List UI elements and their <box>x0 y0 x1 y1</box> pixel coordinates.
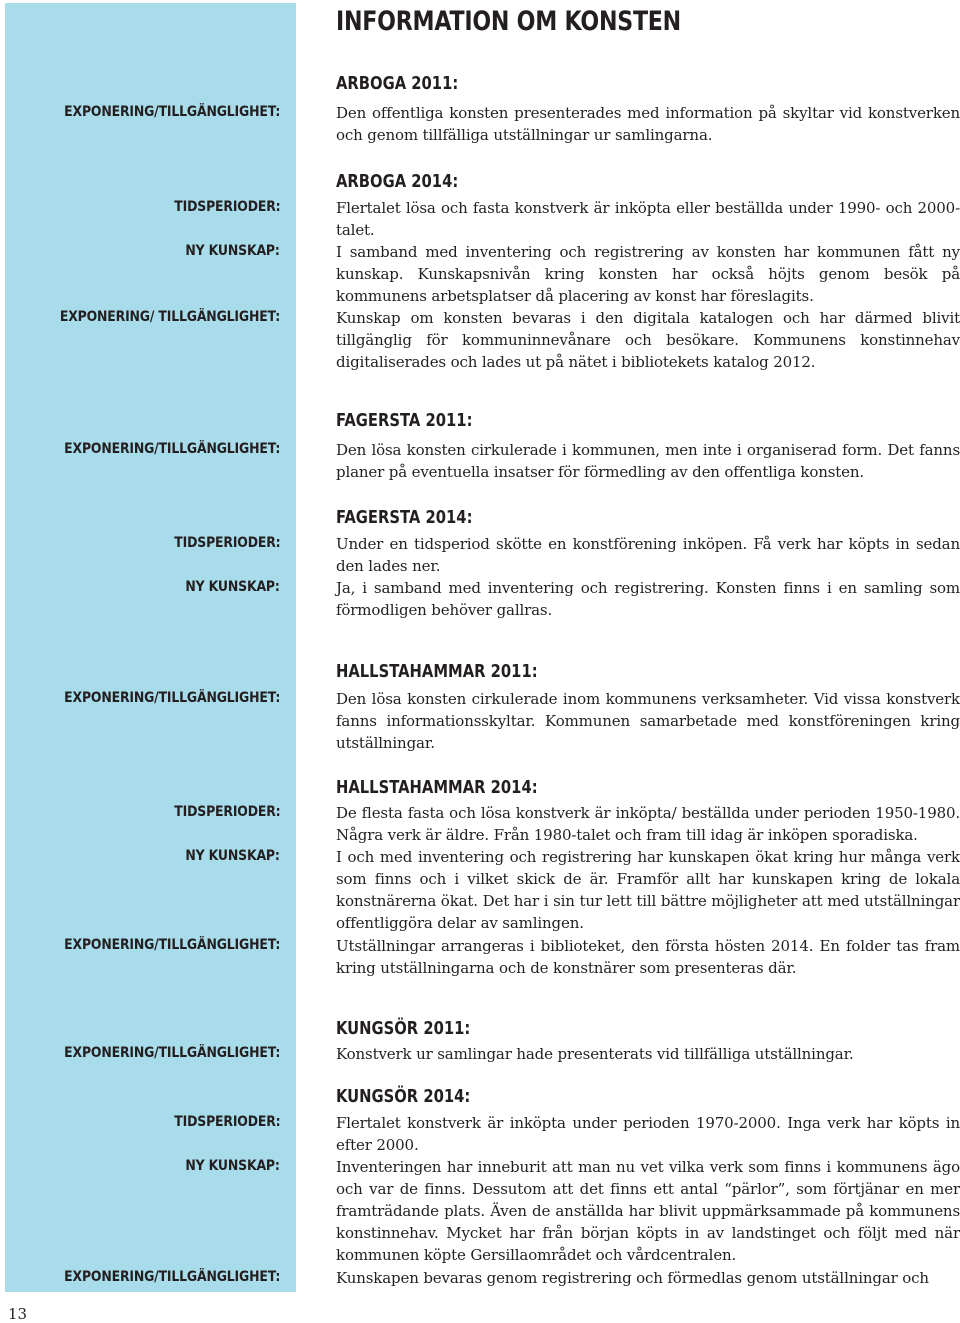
section-heading-hallstahammar-2014: HALLSTAHAMMAR 2014: <box>336 777 538 798</box>
section-heading-kungsor-2014: KUNGSÖR 2014: <box>336 1086 471 1107</box>
paragraph: Den lösa konsten cirkulerade inom kommunens verksamheter. Vid vissa konstverk fanns informationsskyltar. Kommunen samarbetade med konstföreningen kring utställningar. <box>336 690 960 752</box>
label-tidsperioder: TIDSPERIODER: <box>173 804 280 820</box>
label-exponering: EXPONERING/TILLGÄNGLIGHET: <box>63 937 280 953</box>
section-heading-kungsor-2011: KUNGSÖR 2011: <box>336 1018 471 1039</box>
label-tidsperioder: TIDSPERIODER: <box>173 535 280 551</box>
paragraph: Konstverk ur samlingar hade presenterats vid tillfälliga utställningar. <box>336 1045 854 1063</box>
paragraph: Kunskap om konsten bevaras i den digitala katalogen och har därmed blivit tillgänglig för kommuninnevånare och besökare. Kommunens konstinnehav digitaliserades och lades ut på nätet i bibliotekets katalog 2012. <box>336 309 960 371</box>
label-tidsperioder: TIDSPERIODER: <box>173 199 280 215</box>
label-ny-kunskap: NY KUNSKAP: <box>185 848 280 864</box>
paragraph: Den offentliga konsten presenterades med information på skyltar vid konstverken och genom tillfälliga utställningar ur samlingarna. <box>336 104 960 144</box>
label-exponering: EXPONERING/TILLGÄNGLIGHET: <box>63 690 280 706</box>
paragraph: Kunskapen bevaras genom registrering och förmedlas genom utställningar och <box>336 1269 929 1287</box>
page-title: INFORMATION OM KONSTEN <box>336 6 681 37</box>
paragraph: Ja, i samband med inventering och registrering. Konsten finns i en samling som förmodligen behöver gallras. <box>336 579 960 619</box>
paragraph: Under en tidsperiod skötte en konstförening inköpen. Få verk har köpts in sedan den lades ner. <box>336 535 960 575</box>
paragraph: Inventeringen har inneburit att man nu vet vilka verk som finns i kommunens ägo och var de finns. Dessutom att det finns ett antal “pärlor”, som förtjänar en mer framträdande plats. Även de anställda har blivit uppmärksammade på kommunens konstinnehav. Mycket har från början köpts in av landstinget och följt med när kommunen köpte Gersillaområdet och vårdcentralen. <box>336 1158 960 1264</box>
paragraph: Utställningar arrangeras i biblioteket, den första hösten 2014. En folder tas fram kring utställningarna och de konstnärer som presenteras där. <box>336 937 960 977</box>
label-exponering: EXPONERING/ TILLGÄNGLIGHET: <box>59 309 280 325</box>
section-heading-arboga-2011: ARBOGA 2011: <box>336 73 459 94</box>
paragraph: I samband med inventering och registrering av konsten har kommunen fått ny kunskap. Kunskapsnivån kring konsten har också höjts genom besök på kommunens arbetsplatser då placering av konst har föreslagits. <box>336 243 960 305</box>
label-exponering: EXPONERING/TILLGÄNGLIGHET: <box>63 441 280 457</box>
sidebar-panel <box>5 3 296 1292</box>
paragraph: Flertalet konstverk är inköpta under perioden 1970-2000. Inga verk har köpts in efter 2000. <box>336 1114 960 1154</box>
label-exponering: EXPONERING/TILLGÄNGLIGHET: <box>63 1269 280 1285</box>
label-ny-kunskap: NY KUNSKAP: <box>185 1158 280 1174</box>
section-heading-hallstahammar-2011: HALLSTAHAMMAR 2011: <box>336 661 538 682</box>
section-heading-arboga-2014: ARBOGA 2014: <box>336 171 459 192</box>
paragraph: I och med inventering och registrering har kunskapen ökat kring hur många verk som finns och i vilket skick de är. Framför allt har kunskapen kring de lokala konstnärerna ökat. Det har i sin tur lett till bättre möjligheter att med utställningar offentliggöra delar av samlingen. <box>336 848 960 932</box>
label-exponering: EXPONERING/TILLGÄNGLIGHET: <box>63 104 280 120</box>
paragraph: Flertalet lösa och fasta konstverk är inköpta eller beställda under 1990- och 2000-talet. <box>336 199 960 239</box>
paragraph: Den lösa konsten cirkulerade i kommunen, men inte i organiserad form. Det fanns planer på eventuella insatser för förmedling av den offentliga konsten. <box>336 441 960 481</box>
label-ny-kunskap: NY KUNSKAP: <box>185 579 280 595</box>
paragraph: De flesta fasta och lösa konstverk är inköpta/ beställda under perioden 1950-1980. Några verk är äldre. Från 1980-talet och fram till idag är inköpen sporadiska. <box>336 804 960 844</box>
section-heading-fagersta-2011: FAGERSTA 2011: <box>336 410 473 431</box>
section-heading-fagersta-2014: FAGERSTA 2014: <box>336 507 473 528</box>
label-exponering: EXPONERING/TILLGÄNGLIGHET: <box>63 1045 280 1061</box>
label-tidsperioder: TIDSPERIODER: <box>173 1114 280 1130</box>
label-ny-kunskap: NY KUNSKAP: <box>185 243 280 259</box>
page-number: 13 <box>8 1305 28 1323</box>
